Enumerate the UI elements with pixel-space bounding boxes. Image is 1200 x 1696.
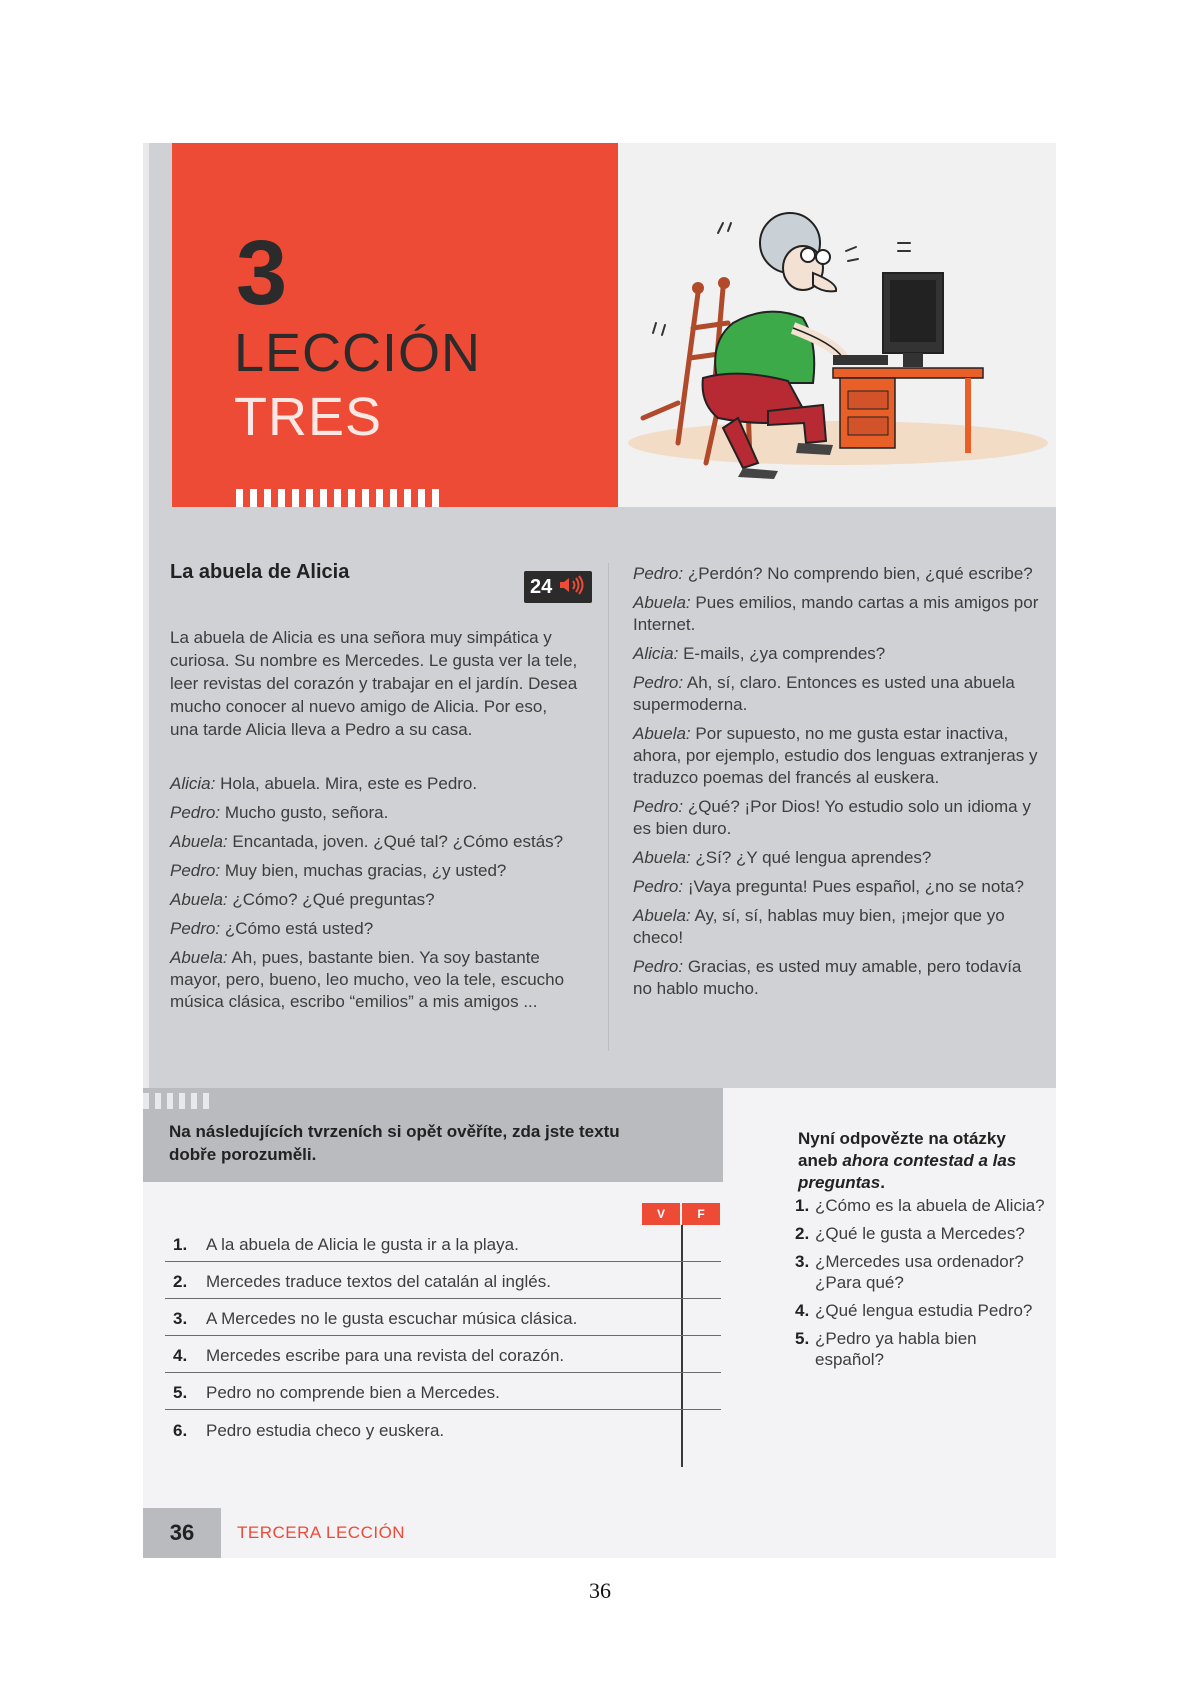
dialog-line: Alicia: E-mails, ¿ya comprendes?	[633, 644, 886, 663]
lesson-title-line2: TRES	[234, 387, 383, 447]
dialog-line: Pedro: Gracias, es usted muy amable, pero todavía no hablo mucho.	[633, 957, 1022, 998]
cartoon-illustration	[618, 143, 1056, 507]
dialog-line: Pedro: ¿Cómo está usted?	[170, 919, 374, 938]
statement-row[interactable]: 2. Mercedes traduce textos del catalán al inglés.	[165, 1262, 721, 1299]
statement-row[interactable]: 4. Mercedes escribe para una revista del corazón.	[165, 1336, 721, 1373]
dialog-line: Abuela: ¿Sí? ¿Y qué lengua aprendes?	[633, 848, 932, 867]
decorative-stripes	[236, 489, 439, 507]
question-item: 5. ¿Pedro ya habla bien español?	[795, 1329, 977, 1369]
dialog-line: Pedro: ¡Vaya pregunta! Pues español, ¿no se nota?	[633, 877, 1024, 896]
dialog-line: Abuela: Ay, sí, sí, hablas muy bien, ¡mejor que yo checo!	[633, 906, 1005, 947]
reading-intro: La abuela de Alicia es una señora muy simpática y curiosa. Su nombre es Mercedes. Le gusta ver la tele, leer revistas del corazón y trabajar en el jardín. Desea mucho conocer al nuevo amigo de Alicia. Por eso, una tarde Alicia lleva a Pedro a su casa.	[170, 628, 578, 739]
audio-track-button[interactable]	[524, 571, 592, 603]
dialog-line: Alicia: Hola, abuela. Mira, este es Pedro.	[170, 774, 478, 793]
exercise2-heading: Nyní odpovězte na otázky aneb ahora contestad a las preguntas.	[798, 1129, 1017, 1192]
reading-right-column	[633, 563, 1043, 1007]
question-item: 4. ¿Qué lengua estudia Pedro?	[795, 1301, 1033, 1320]
question-item: 3. ¿Mercedes usa ordenador? ¿Para qué?	[795, 1252, 1024, 1292]
textbook-page	[143, 143, 1056, 1558]
reading-left-column	[170, 561, 580, 1020]
grandma-computer-illustration	[618, 143, 1056, 507]
statement-row[interactable]: 6. Pedro estudia checo y euskera.	[173, 1421, 445, 1440]
dialog-line: Pedro: ¿Qué? ¡Por Dios! Yo estudio solo un idioma y es bien duro.	[633, 797, 1031, 838]
dialog-line: Abuela: Pues emilios, mando cartas a mis amigos por Internet.	[633, 593, 1039, 634]
false-column-label: F	[682, 1203, 720, 1225]
speaker-icon	[558, 575, 586, 600]
dialog-line: Abuela: ¿Cómo? ¿Qué preguntas?	[170, 890, 435, 909]
column-divider	[608, 563, 609, 1051]
scan-page-number: 36	[589, 1578, 611, 1603]
statement-row[interactable]: 1. A la abuela de Alicia le gusta ir a la playa.	[165, 1225, 721, 1262]
dialog-line: Abuela: Encantada, joven. ¿Qué tal? ¿Cómo estás?	[170, 832, 564, 851]
statement-row[interactable]: 3. A Mercedes no le gusta escuchar música clásica.	[165, 1299, 721, 1336]
dialog-line: Pedro: ¿Perdón? No comprendo bien, ¿qué escribe?	[633, 564, 1033, 583]
question-list	[795, 1195, 1045, 1377]
dialog-line: Abuela: Por supuesto, no me gusta estar inactiva, ahora, por ejemplo, estudio dos lenguas extranjeras y traduzco poemas del francés al euskera.	[633, 724, 1038, 787]
lesson-title-line1: LECCIÓN	[234, 323, 482, 383]
dialog-line: Pedro: Muy bien, muchas gracias, ¿y usted?	[170, 861, 507, 880]
footer-page-number: 36	[143, 1508, 221, 1558]
dialog-line: Abuela: Ah, pues, bastante bien. Ya soy bastante mayor, pero, bueno, leo mucho, veo la tele, escucho música clásica, escribo “emilios” a mis amigos ...	[170, 948, 565, 1011]
true-false-header	[642, 1203, 720, 1225]
dialog-line: Pedro: Mucho gusto, señora.	[170, 803, 389, 822]
question-item: 2. ¿Qué le gusta a Mercedes?	[795, 1224, 1025, 1243]
question-item: 1. ¿Cómo es la abuela de Alicia?	[795, 1196, 1045, 1215]
statement-row[interactable]: 5. Pedro no comprende bien a Mercedes.	[165, 1373, 721, 1410]
decorative-stripes	[143, 1093, 209, 1109]
lesson-title	[234, 321, 481, 449]
reading-title: La abuela de Alicia	[170, 561, 350, 583]
dialog-line: Pedro: Ah, sí, claro. Entonces es usted una abuela supermoderna.	[633, 673, 1015, 714]
footer-section-title: TERCERA LECCIÓN	[237, 1523, 406, 1542]
lesson-number: 3	[236, 222, 288, 324]
true-column-label: V	[642, 1203, 680, 1225]
lesson-header	[172, 143, 618, 507]
exercise1-instruction: Na následujících tvrzeních si opět ověříte, zda jste textu dobře porozuměli.	[169, 1122, 620, 1164]
statement-list	[165, 1225, 721, 1447]
audio-track-number: 24	[530, 575, 553, 598]
dialog-left	[170, 773, 580, 1013]
